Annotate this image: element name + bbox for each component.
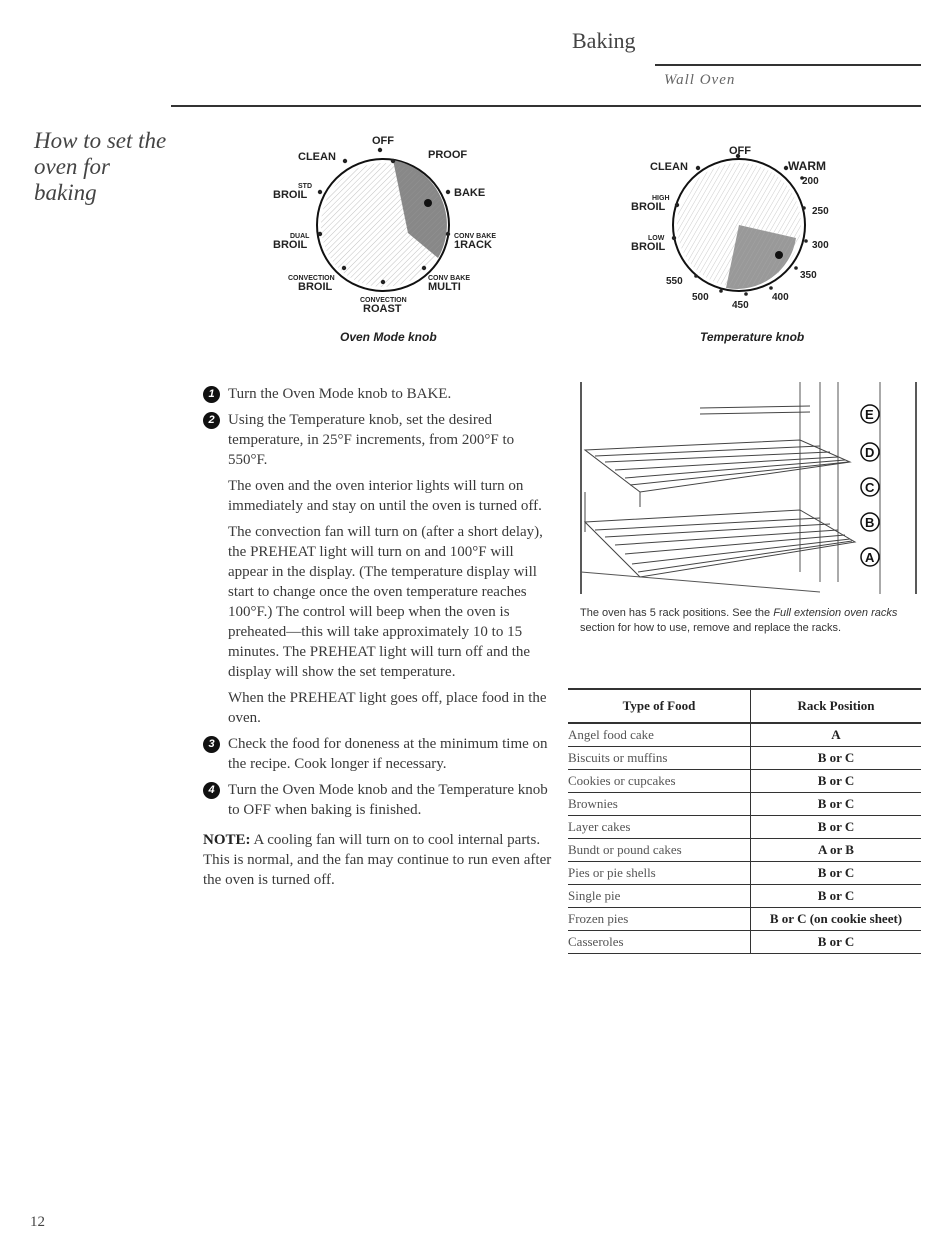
rack-cell: B or C [751, 816, 922, 839]
step-number-badge: 1 [203, 386, 220, 403]
table-row [568, 885, 921, 908]
food-cell: Brownies [568, 793, 751, 816]
temp-label-low: LOW [648, 235, 665, 242]
temp-label-400: 400 [772, 292, 789, 303]
table-row [568, 839, 921, 862]
page-number: 12 [30, 1214, 45, 1230]
rack-label-c: C [865, 480, 875, 495]
column-header-rack: Rack Position [751, 689, 922, 723]
temp-label-500: 500 [692, 292, 709, 303]
baking-steps [203, 384, 553, 890]
food-cell: Cookies or cupcakes [568, 770, 751, 793]
table-row [568, 770, 921, 793]
knob-label-proof: PROOF [428, 149, 468, 161]
note-label: NOTE: [203, 832, 251, 848]
temperature-knob-caption: Temperature knob [700, 330, 805, 344]
temperature-knob-diagram [626, 128, 846, 328]
step-2-paragraph: When the PREHEAT light goes off, place food in the oven. [228, 690, 547, 726]
temp-label-low-broil: BROIL [631, 241, 666, 253]
rack-cell: B or C [751, 885, 922, 908]
temp-label-250: 250 [812, 206, 829, 217]
table-row [568, 908, 921, 931]
food-cell: Frozen pies [568, 908, 751, 931]
table-row [568, 723, 921, 747]
page-subtitle: Wall Oven [664, 72, 736, 88]
food-cell: Bundt or pound cakes [568, 839, 751, 862]
note-text: A cooling fan will turn on to cool internal parts. This is normal, and the fan may continue to run even after the oven is turned off. [203, 832, 552, 888]
table-row [568, 931, 921, 954]
knob-label-dual-broil: BROIL [273, 239, 308, 251]
rack-caption-prefix: The oven has 5 rack positions. See the [580, 607, 774, 619]
column-header-food: Type of Food [568, 689, 751, 723]
food-cell: Biscuits or muffins [568, 747, 751, 770]
knob-label-conv-bake: CONV BAKE [454, 233, 497, 240]
knob-label-conv-bake-2: CONV BAKE [428, 275, 471, 282]
note-paragraph [203, 830, 553, 890]
rack-caption-suffix: section for how to use, remove and replace the racks. [580, 622, 842, 634]
temp-label-550: 550 [666, 276, 683, 287]
header-rule [655, 64, 921, 66]
table-row [568, 793, 921, 816]
oven-mode-knob-diagram [268, 128, 508, 328]
food-cell: Angel food cake [568, 723, 751, 747]
rack-label-b: B [865, 515, 875, 530]
rack-cell: A [751, 723, 922, 747]
rack-figure-caption [580, 606, 925, 636]
rack-cell: A or B [751, 839, 922, 862]
table-row [568, 816, 921, 839]
knob-label-bake: BAKE [454, 187, 486, 199]
oven-mode-knob-caption: Oven Mode knob [340, 330, 437, 344]
step-4 [203, 780, 553, 820]
food-cell: Single pie [568, 885, 751, 908]
table-row [568, 862, 921, 885]
food-cell: Layer cakes [568, 816, 751, 839]
rack-cell: B or C [751, 747, 922, 770]
rack-label-d: D [865, 445, 875, 460]
knob-label-std: STD [298, 183, 312, 190]
step-text: Turn the Oven Mode knob to BAKE. [228, 386, 452, 402]
temp-label-350: 350 [800, 270, 817, 281]
rack-cell: B or C [751, 770, 922, 793]
knob-label-off: OFF [372, 135, 394, 147]
knob-label-conv-broil: BROIL [298, 281, 333, 293]
page-section-title: Baking [572, 28, 636, 53]
rack-cell: B or C [751, 793, 922, 816]
temp-label-450: 450 [732, 300, 749, 311]
temperature-knob-indicator [775, 251, 783, 259]
food-cell: Pies or pie shells [568, 862, 751, 885]
oven-rack-diagram [580, 382, 920, 597]
header-divider [171, 105, 921, 107]
temp-label-300: 300 [812, 240, 829, 251]
knob-label-convection-2: CONVECTION [360, 297, 407, 304]
step-2-paragraph: The oven and the oven interior lights will turn on immediately and stay on until the oven is turned off. [228, 478, 542, 514]
rack-cell: B or C (on cookie sheet) [751, 908, 922, 931]
food-cell: Casseroles [568, 931, 751, 954]
knob-label-multi: MULTI [428, 281, 461, 293]
step-text: Turn the Oven Mode knob and the Temperature knob to OFF when baking is finished. [228, 782, 548, 818]
step-3 [203, 734, 553, 774]
section-heading: How to set the oven for baking [34, 128, 167, 205]
rack-cell: B or C [751, 862, 922, 885]
temp-label-high: HIGH [652, 195, 670, 202]
step-text: Using the Temperature knob, set the desired temperature, in 25°F increments, from 200°F to 550°F. [228, 412, 515, 468]
rack-position-table [568, 688, 921, 954]
step-2-paragraph: The convection fan will turn on (after a short delay), the PREHEAT light will turn on and 100°F will appear in the display. (The temperature display will start to change once the oven temperature reaches 100°F.) The control will beep when the oven is preheated—this will take approximately 10 to 15 minutes. The PREHEAT light will turn off and the display will show the set temperature. [228, 524, 543, 680]
rack-caption-link-text: Full extension oven racks [773, 607, 898, 619]
step-number-badge: 3 [203, 736, 220, 753]
rack-label-a: A [865, 550, 875, 565]
temp-label-off: OFF [729, 145, 751, 157]
rack-cell: B or C [751, 931, 922, 954]
step-number-badge: 4 [203, 782, 220, 799]
knob-label-roast: ROAST [363, 303, 402, 315]
oven-mode-knob-indicator [424, 199, 432, 207]
knob-label-dual: DUAL [290, 233, 310, 240]
step-1 [203, 384, 553, 404]
temp-label-warm: WARM [788, 159, 826, 173]
knob-label-std-broil: BROIL [273, 189, 308, 201]
step-text: Check the food for doneness at the minimum time on the recipe. Cook longer if necessary. [228, 736, 548, 772]
table-row [568, 747, 921, 770]
table-header-row [568, 689, 921, 723]
knob-label-1rack: 1RACK [454, 239, 492, 251]
rack-label-e: E [865, 407, 874, 422]
temp-label-200: 200 [802, 176, 819, 187]
temp-label-clean: CLEAN [650, 161, 688, 173]
step-2 [203, 410, 553, 470]
knob-label-convection: CONVECTION [288, 275, 335, 282]
temp-label-high-broil: BROIL [631, 201, 666, 213]
knob-label-clean: CLEAN [298, 151, 336, 163]
step-number-badge: 2 [203, 412, 220, 429]
